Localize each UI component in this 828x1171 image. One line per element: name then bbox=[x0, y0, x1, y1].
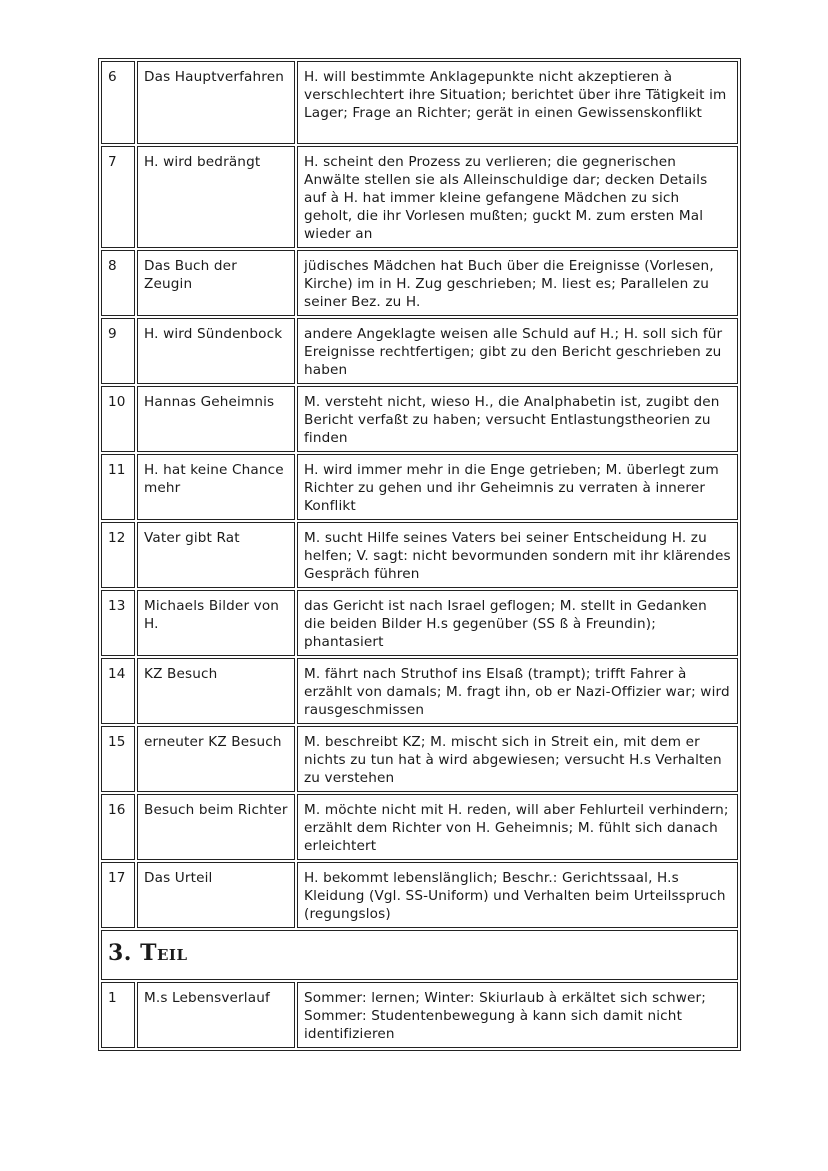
section-heading-text: 3. Teil bbox=[108, 940, 188, 966]
chapter-summary: Sommer: lernen; Winter: Skiurlaub à erkältet sich schwer; Sommer: Studentenbewegung à kann sich damit nicht identifizieren bbox=[297, 982, 738, 1048]
chapter-title: H. wird bedrängt bbox=[137, 146, 295, 248]
chapter-number: 15 bbox=[101, 726, 135, 792]
chapter-number: 6 bbox=[101, 61, 135, 144]
chapter-title: KZ Besuch bbox=[137, 658, 295, 724]
chapter-number: 1 bbox=[101, 982, 135, 1048]
table-row bbox=[101, 862, 738, 928]
table-row bbox=[101, 982, 738, 1048]
chapter-number: 8 bbox=[101, 250, 135, 316]
chapter-summary: H. scheint den Prozess zu verlieren; die gegnerischen Anwälte stellen sie als Alleinschuldige dar; decken Details auf à H. hat immer kleine gefangene Mädchen zu sich geholt, die ihr Vorlesen mußten; guckt M. zum ersten Mal wieder an bbox=[297, 146, 738, 248]
table-row bbox=[101, 386, 738, 452]
chapter-summary: jüdisches Mädchen hat Buch über die Ereignisse (Vorlesen, Kirche) im in H. Zug geschrieben; M. liest es; Parallelen zu seiner Bez. zu H. bbox=[297, 250, 738, 316]
chapter-number: 12 bbox=[101, 522, 135, 588]
chapter-summary: M. beschreibt KZ; M. mischt sich in Streit ein, mit dem er nichts zu tun hat à wird abgewiesen; versucht H.s Verhalten zu verstehen bbox=[297, 726, 738, 792]
chapter-summary: H. will bestimmte Anklagepunkte nicht akzeptieren à verschlechtert ihre Situation; berichtet über ihre Tätigkeit im Lager; Frage an Richter; gerät in einen Gewissenskonflikt bbox=[297, 61, 738, 144]
table-row bbox=[101, 146, 738, 248]
table-row bbox=[101, 61, 738, 144]
table-row bbox=[101, 794, 738, 860]
chapter-summary: M. sucht Hilfe seines Vaters bei seiner Entscheidung H. zu helfen; V. sagt: nicht bevormunden sondern mit ihr klärendes Gespräch führen bbox=[297, 522, 738, 588]
chapter-number: 16 bbox=[101, 794, 135, 860]
table-row bbox=[101, 590, 738, 656]
chapter-number: 7 bbox=[101, 146, 135, 248]
chapter-title: Das Urteil bbox=[137, 862, 295, 928]
chapter-summary: H. bekommt lebenslänglich; Beschr.: Gerichtssaal, H.s Kleidung (Vgl. SS-Uniform) und Verhalten beim Urteilsspruch (regungslos) bbox=[297, 862, 738, 928]
chapter-summary: das Gericht ist nach Israel geflogen; M. stellt in Gedanken die beiden Bilder H.s gegenüber (SS ß à Freundin); phantasiert bbox=[297, 590, 738, 656]
chapter-number: 14 bbox=[101, 658, 135, 724]
table-row bbox=[101, 726, 738, 792]
chapter-title: Das Buch der Zeugin bbox=[137, 250, 295, 316]
table-row bbox=[101, 658, 738, 724]
chapter-title: H. wird Sündenbock bbox=[137, 318, 295, 384]
section-heading-row bbox=[101, 930, 738, 980]
chapter-number: 9 bbox=[101, 318, 135, 384]
section-heading bbox=[101, 930, 738, 980]
chapter-number: 11 bbox=[101, 454, 135, 520]
chapter-title: Hannas Geheimnis bbox=[137, 386, 295, 452]
chapter-title: Michaels Bilder von H. bbox=[137, 590, 295, 656]
table-row bbox=[101, 250, 738, 316]
chapter-summary: M. möchte nicht mit H. reden, will aber Fehlurteil verhindern; erzählt dem Richter von H. Geheimnis; M. fühlt sich danach erleichtert bbox=[297, 794, 738, 860]
table-row bbox=[101, 454, 738, 520]
chapter-number: 13 bbox=[101, 590, 135, 656]
chapter-summary: andere Angeklagte weisen alle Schuld auf H.; H. soll sich für Ereignisse rechtfertigen; gibt zu den Bericht geschrieben zu haben bbox=[297, 318, 738, 384]
chapter-summary: M. versteht nicht, wieso H., die Analphabetin ist, zugibt den Bericht verfaßt zu haben; versucht Entlastungstheorien zu finden bbox=[297, 386, 738, 452]
chapter-title: Das Hauptverfahren bbox=[137, 61, 295, 144]
chapter-title: Vater gibt Rat bbox=[137, 522, 295, 588]
chapter-title: Besuch beim Richter bbox=[137, 794, 295, 860]
chapter-summary: M. fährt nach Struthof ins Elsaß (trampt); trifft Fahrer à erzählt von damals; M. fragt ihn, ob er Nazi-Offizier war; wird rausgeschmissen bbox=[297, 658, 738, 724]
chapter-number: 10 bbox=[101, 386, 135, 452]
chapter-title: H. hat keine Chance mehr bbox=[137, 454, 295, 520]
chapter-number: 17 bbox=[101, 862, 135, 928]
chapter-table bbox=[98, 58, 741, 1051]
table-row bbox=[101, 318, 738, 384]
chapter-summary: H. wird immer mehr in die Enge getrieben; M. überlegt zum Richter zu gehen und ihr Geheimnis zu verraten à innerer Konflikt bbox=[297, 454, 738, 520]
chapter-title: erneuter KZ Besuch bbox=[137, 726, 295, 792]
table-row bbox=[101, 522, 738, 588]
chapter-title: M.s Lebensverlauf bbox=[137, 982, 295, 1048]
